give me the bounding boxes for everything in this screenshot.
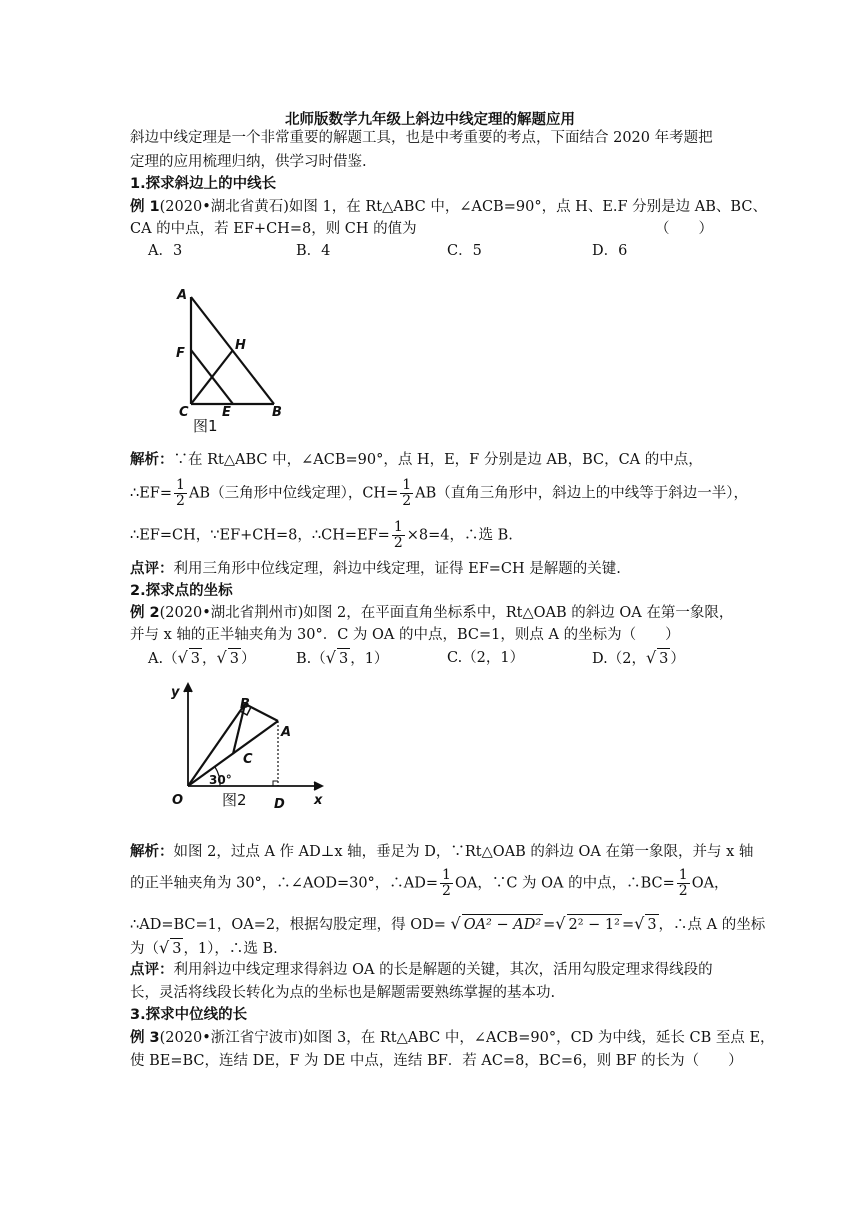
figure-1 [165,283,300,438]
section-2-heading: 2.探求点的坐标 [130,583,233,599]
figure-2-label-D: D [274,797,285,812]
sqrt-3: 3 [189,648,202,669]
fraction-den: 2 [402,493,412,509]
analysis-2-line-4: 为（√ 3 ，1），∴选 B. [130,938,278,957]
intro-line-2: 定理的应用梳理归纳，供学习时借鉴. [130,154,367,170]
fraction-den: 2 [442,883,451,899]
analysis-2-text-2b: OA，∵C 为 OA 的中点，∴BC= [454,875,675,892]
analysis-1-line-1 [130,450,703,470]
fraction-half [174,478,187,509]
eq-sign: = [543,917,556,933]
figure-1-label-B: B [272,405,282,420]
comment-1 [130,559,621,579]
sqrt-3: 3 [228,648,241,669]
choice-2-A-prefix: A.（ [148,651,178,667]
fraction-den: 2 [678,883,688,899]
analysis-2-line-2 [130,868,729,899]
sqrt-3: 3 [337,648,350,669]
analysis-2-text-3b: ，∴点 A 的坐标 [658,917,766,933]
analysis-1-text-3a: ∴EF=CH，∵EF+CH=8，∴CH=EF= [130,527,390,544]
choice-2-A: A.（√ 3 ，√ 3 ） [148,648,256,667]
analysis-2-text-3a: ∴AD=BC=1，OA=2，根据勾股定理，得 OD= [130,917,446,933]
example-1-text-1: (2020•湖北省黄石)如图 1，在 Rt△ABC 中，∠ACB=90°，点 H、E.F 分别是边 AB、BC、 [159,199,767,215]
choice-1-C: C．5 [447,243,482,259]
document-title: 北师版数学九年级上斜边中线定理的解题应用 [285,112,575,128]
figure-1-label-A: A [177,288,188,303]
choice-2-D-prefix: D.（2， [592,651,646,667]
example-3-text-1: (2020•浙江省宁波市)如图 3，在 Rt△ABC 中，∠ACB=90°，CD 为中线，延长 CB 至点 E， [159,1030,775,1046]
fraction-num: 1 [393,519,403,535]
analysis-2-label: 解析： [130,844,174,860]
fraction-den: 2 [393,535,403,551]
comment-2-line-1 [130,960,713,980]
example-2-line-2: 并与 x 轴的正半轴夹角为 30°．C 为 OA 的中点，BC=1，则点 A 的坐标为（ ） [130,627,680,643]
sqrt-expr-1: OA² − AD² [462,914,543,935]
fraction-half [677,868,690,899]
example-2-label: 例 2 [130,605,160,621]
choice-1-D: D．6 [592,243,628,259]
comment-2-line-2: 长，灵活将线段长转化为点的坐标也是解题需要熟练掌握的基本功. [130,985,556,1001]
analysis-1-text-2b: AB（三角形中位线定理），CH= [188,485,399,502]
analysis-2-text-1: 如图 2，过点 A 作 AD⊥x 轴，垂足为 D，∵Rt△OAB 的斜边 OA 在第一象限，并与 x 轴 [173,844,754,860]
analysis-1-text-3b: ×8=4，∴选 B. [406,527,513,544]
figure-2-label-O: O [172,793,184,808]
fraction-half [392,520,405,551]
comment-1-text: 利用三角形中位线定理，斜边中线定理，证得 EF=CH 是解题的关键. [173,561,621,577]
eq-sign: = [621,917,635,933]
example-2-line-1 [130,603,733,623]
sqrt-3: 3 [657,648,670,669]
figure-2-label-C: C [243,752,253,767]
figure-2-label-y: y [171,685,180,700]
figure-1-label-H: H [235,338,246,353]
analysis-1-line-3 [130,520,513,551]
example-1-label: 例 1 [130,199,160,215]
example-1-line-2 [130,219,417,239]
close-paren: ） [240,651,256,667]
analysis-1-label: 解析： [130,452,174,468]
figure-2-caption: 图2 [222,791,247,809]
figure-1-label-C: C [179,405,189,420]
fraction-half [440,868,453,899]
example-2-text-1: (2020•湖北省荆州市)如图 2，在平面直角坐标系中，Rt△OAB 的斜边 OA 在第一象限， [159,605,734,621]
example-3-line-2: 使 BE=BC，连结 DE，F 为 DE 中点，连结 BF．若 AC=8，BC=6，则 BF 的长为（ ） [130,1053,743,1069]
analysis-2-line-1 [130,842,753,862]
example-1-blank: （ ） [655,221,713,237]
choice-1-B: B．4 [296,243,331,259]
fraction-num: 1 [402,477,412,493]
section-3-heading: 3.探求中位线的长 [130,1007,248,1023]
analysis-2-text-2a: 的正半轴夹角为 30°，∴∠AOD=30°，∴AD= [130,875,439,892]
sqrt-3: 3 [645,914,658,935]
choice-2-C: C.（2，1） [447,650,525,666]
choice-2-B-prefix: B.（ [296,651,326,667]
choice-1-A: A．3 [148,243,183,259]
analysis-2-line-3: ∴AD=BC=1，OA=2，根据勾股定理，得 OD= √ OA² − AD² =√ 2² − 1² =√ 3 ，∴点 A 的坐标 [130,914,766,933]
figure-2-angle-label: 30° [209,773,232,787]
fraction-num: 1 [442,867,451,883]
choice-2-B-suffix: ，1） [350,651,389,667]
figure-1-caption: 图1 [193,417,218,435]
figure-1-label-E: E [222,405,231,420]
fraction-den: 2 [176,493,185,509]
example-3-line-1 [130,1028,775,1048]
figure-2-label-x: x [314,793,323,808]
close-paren: ） [670,651,685,667]
choice-2-D: D.（2，√ 3 ） [592,648,685,667]
analysis-1-text-2a: ∴EF= [130,485,173,502]
analysis-2-text-4a: 为（ [130,941,159,957]
comment-1-label: 点评： [130,561,174,577]
analysis-2-text-2c: OA， [691,875,729,892]
example-1-line-1 [130,197,767,217]
section-1-heading: 1.探求斜边上的中线长 [130,176,277,192]
figure-1-label-F: F [176,346,185,361]
fraction-num: 1 [176,477,185,493]
fraction-num: 1 [678,867,688,883]
comma: ， [202,651,217,667]
comment-2-label: 点评： [130,962,174,978]
figure-2-label-B: B [240,697,250,712]
comment-2-text-1: 利用斜边中线定理求得斜边 OA 的长是解题的关键，其次，活用勾股定理求得线段的 [173,962,713,978]
intro-line-1: 斜边中线定理是一个非常重要的解题工具，也是中考重要的考点，下面结合 2020 年考题把 [130,130,713,146]
example-3-label: 例 3 [130,1030,160,1046]
analysis-1-text-2c: AB（直角三角形中，斜边上的中线等于斜边一半）， [415,485,749,502]
analysis-1-text-1: ∵在 Rt△ABC 中，∠ACB=90°，点 H，E，F 分别是边 AB，BC，CA 的中点， [173,452,703,468]
choice-2-B: B.（√ 3 ，1） [296,648,389,667]
fraction-half [400,478,413,509]
analysis-2-text-4b: ，1），∴选 B. [183,941,278,957]
example-1-text-2: CA 的中点，若 EF+CH=8，则 CH 的值为 [130,221,417,237]
sqrt-expr-2: 2² − 1² [567,914,622,935]
figure-2 [160,680,335,820]
sqrt-3: 3 [170,938,183,959]
analysis-1-line-2 [130,478,748,509]
figure-2-label-A: A [281,725,292,740]
